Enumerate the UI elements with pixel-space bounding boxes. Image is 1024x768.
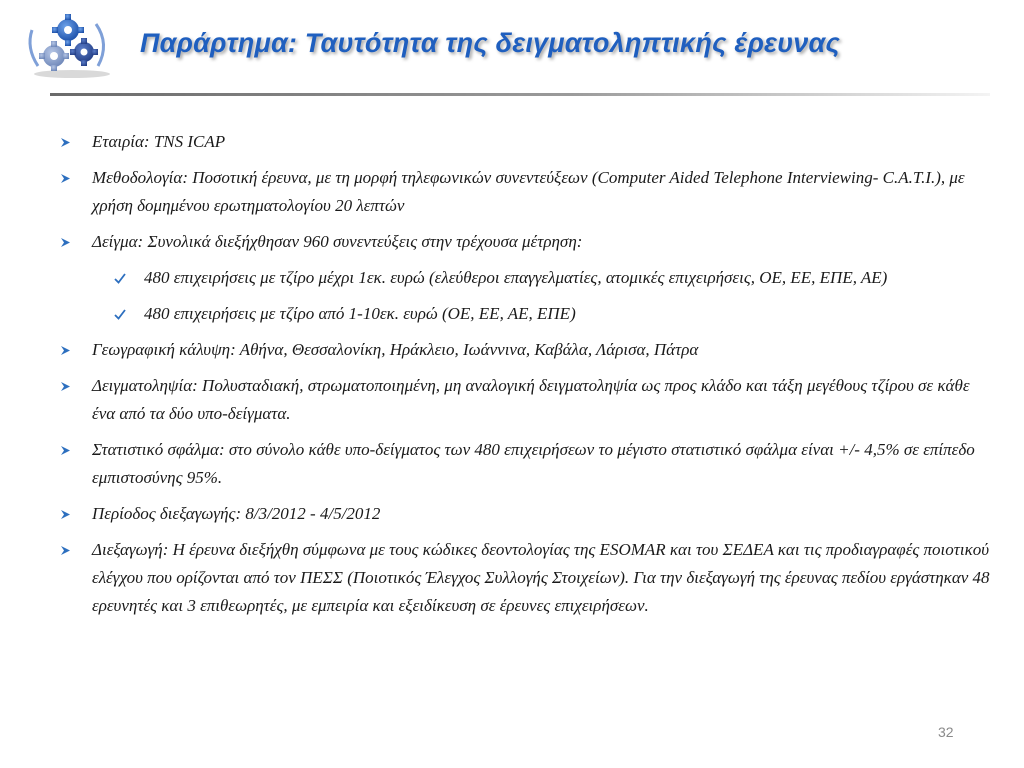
list-item (60, 536, 995, 620)
arrow-bullet-icon (60, 500, 76, 528)
checkmark-bullet-icon (114, 264, 130, 292)
list-item-text: 480 επιχειρήσεις με τζίρο από 1-10εκ. ευρώ (ΟΕ, ΕΕ, ΑΕ, ΕΠΕ) (144, 304, 576, 323)
title-divider (50, 93, 990, 96)
list-item-text: Γεωγραφική κάλυψη: Αθήνα, Θεσσαλονίκη, Ηράκλειο, Ιωάννινα, Καβάλα, Λάρισα, Πάτρα (92, 340, 699, 359)
list-item (60, 164, 995, 220)
sub-list-item (114, 264, 995, 292)
arrow-bullet-icon (60, 336, 76, 364)
list-item (60, 336, 995, 364)
list-item (60, 228, 995, 256)
list-item-text: Στατιστικό σφάλμα: στο σύνολο κάθε υπο-δείγματος των 480 επιχειρήσεων το μέγιστο στατιστικό σφάλμα είναι +/- 4,5% σε επίπεδο εμπιστοσύνης 95%. (92, 440, 975, 487)
arrow-bullet-icon (60, 228, 76, 256)
gears-logo (24, 10, 114, 80)
list-item-text: Περίοδος διεξαγωγής: 8/3/2012 - 4/5/2012 (92, 504, 381, 523)
arrow-bullet-icon (60, 128, 76, 156)
page-number: 32 (938, 724, 954, 740)
page-title: Παράρτημα: Ταυτότητα της δειγματοληπτικής έρευνας (140, 28, 841, 58)
list-item-text: Διεξαγωγή: Η έρευνα διεξήχθη σύμφωνα με τους κώδικες δεοντολογίας της ESOMAR και του ΣΕΔΕΑ και τις προδιαγραφές ποιοτικού ελέγχου που ορίζονται από τον ΠΕΣΣ (Ποιοτικός Έλεγχος Συλλογής Στοιχείων). Για την διεξαγωγή της έρευνας πεδίου εργάστηκαν 48 ερευνητές και 3 επιθεωρητές, με εμπειρία και εξειδίκευση σε έρευνες επιχειρήσεων. (92, 540, 990, 615)
arrow-bullet-icon (60, 372, 76, 400)
arrow-bullet-icon (60, 436, 76, 464)
bullet-list (60, 128, 995, 628)
sub-list-item (114, 300, 995, 328)
list-item-text: 480 επιχειρήσεις με τζίρο μέχρι 1εκ. ευρώ (ελεύθεροι επαγγελματίες, ατομικές επιχειρήσεις, ΟΕ, ΕΕ, ΕΠΕ, ΑΕ) (144, 268, 888, 287)
arrow-bullet-icon (60, 164, 76, 192)
list-item-text: Δείγμα: Συνολικά διεξήχθησαν 960 συνεντεύξεις στην τρέχουσα μέτρηση: (92, 232, 583, 251)
list-item (60, 500, 995, 528)
list-item (60, 436, 995, 492)
list-item-text: Μεθοδολογία: Ποσοτική έρευνα, με τη μορφή τηλεφωνικών συνεντεύξεων (Computer Aided Telephone Interviewing- C.A.T.I.), με χρήση δομημένου ερωτηματολογίου 20 λεπτών (92, 168, 965, 215)
list-item (60, 128, 995, 156)
list-item-text: Εταιρία: TNS ICAP (92, 132, 226, 151)
list-item-text: Δειγματοληψία: Πολυσταδιακή, στρωματοποιημένη, μη αναλογική δειγματοληψία ως προς κλάδο και τάξη μεγέθους τζίρου σε κάθε ένα από τα δύο υπο-δείγματα. (92, 376, 970, 423)
arrow-bullet-icon (60, 536, 76, 564)
checkmark-bullet-icon (114, 300, 130, 328)
list-item (60, 372, 995, 428)
